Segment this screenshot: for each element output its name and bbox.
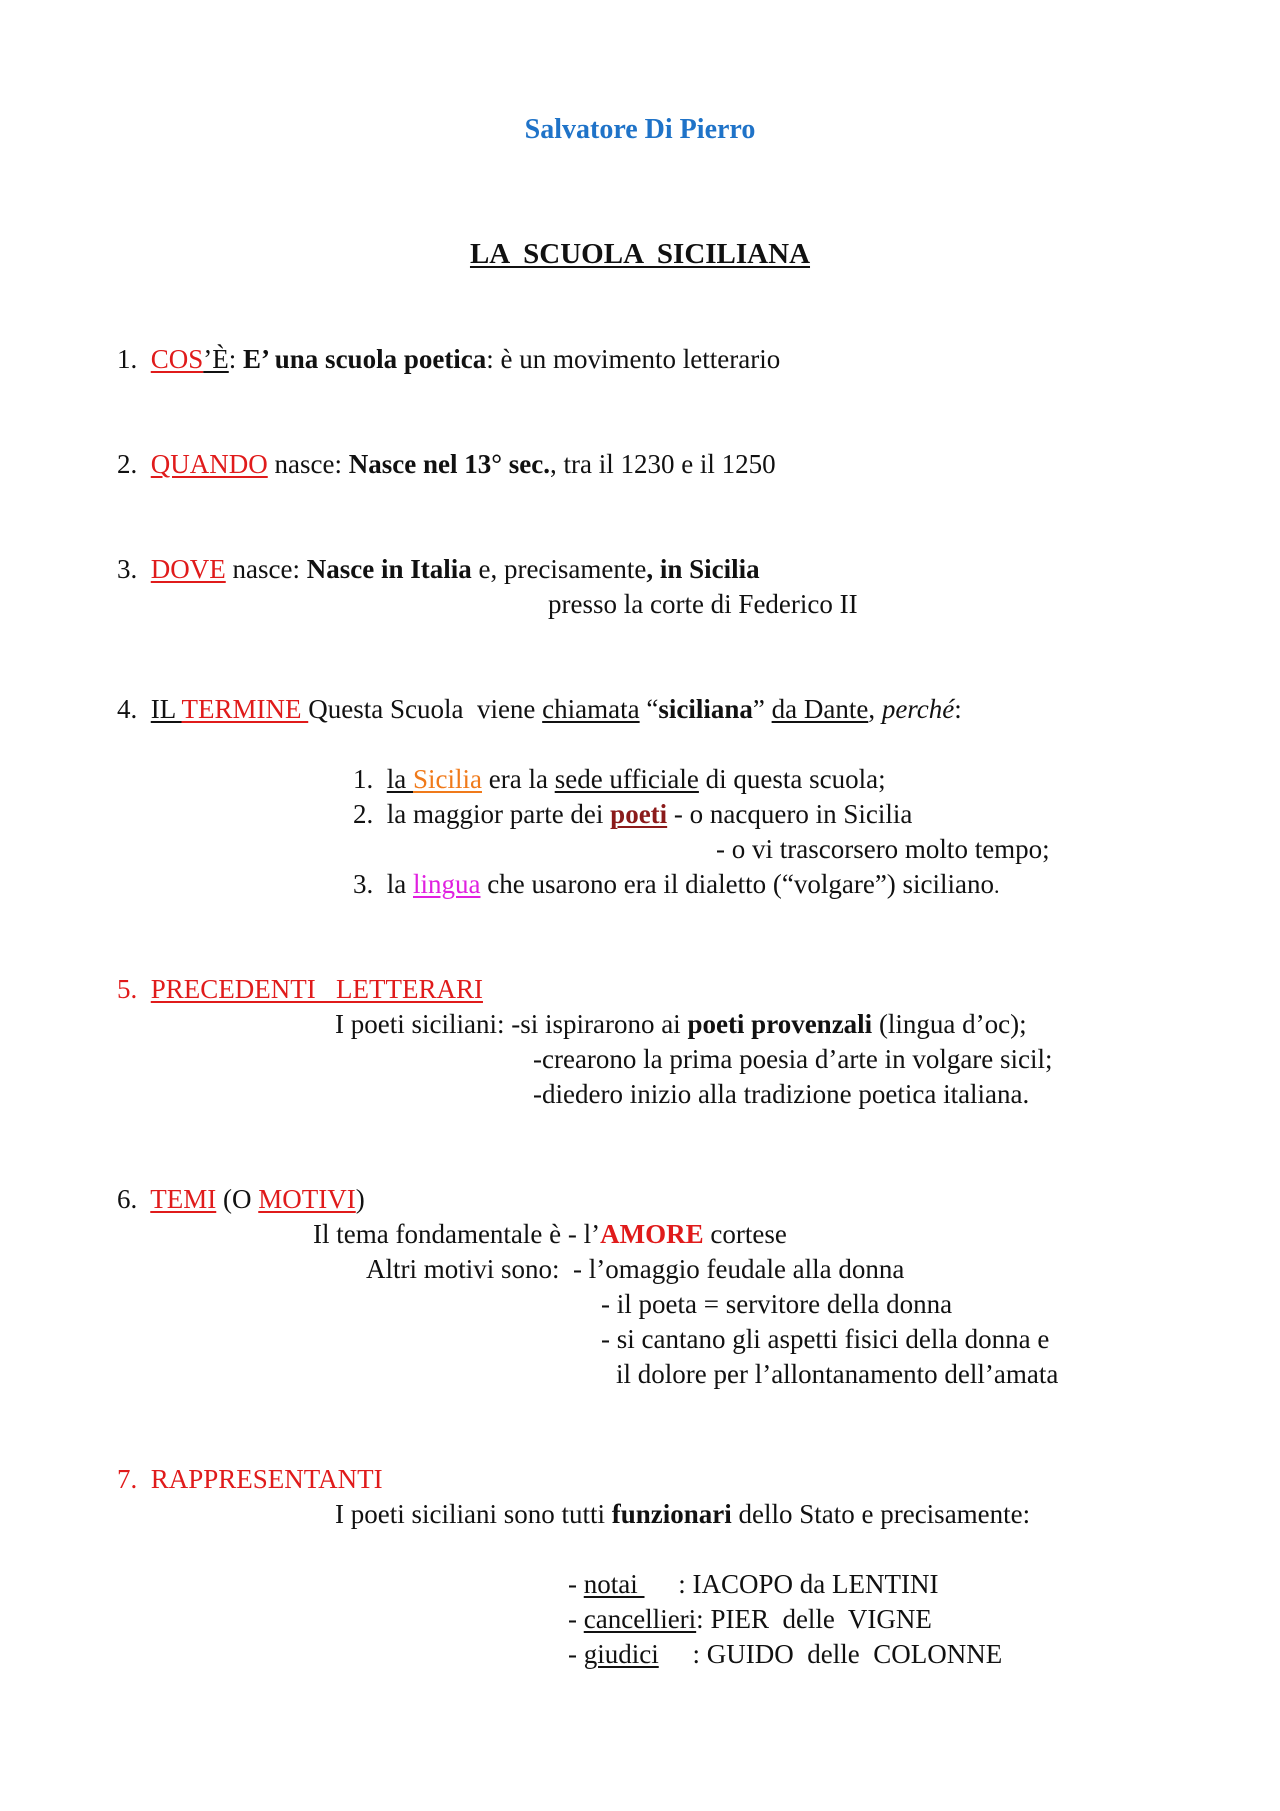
section-4-key-a: IL — [150, 694, 182, 724]
section-4-t1: Questa Scuola viene — [308, 694, 543, 724]
section-1-key-b: ’È — [203, 344, 229, 374]
representative-role: cancellieri — [583, 1604, 697, 1634]
section-6-number: 6. — [117, 1184, 138, 1214]
reason-1-e: di questa scuola; — [698, 764, 886, 794]
section-2-bold: Nasce nel 13° sec. — [348, 449, 550, 479]
representative-sep: : — [658, 1639, 707, 1669]
section-4-t8: perché — [881, 694, 955, 724]
section-6-lead1: Il tema fondamentale è — [313, 1219, 568, 1249]
reason-2-line2: - o vi trascorsero molto tempo; — [716, 834, 1050, 864]
section-3-bold2: , in Sicilia — [646, 554, 760, 584]
reason-1-a: la — [386, 764, 413, 794]
reason-1 — [353, 766, 886, 793]
section-5-l1a: -si ispirarono ai — [511, 1009, 688, 1039]
reason-3-a: la — [386, 869, 413, 899]
representative-name: GUIDO delle COLONNE — [706, 1639, 1003, 1669]
section-1-rest: : è un movimento letterario — [486, 344, 781, 374]
document-title: LA SCUOLA SICILIANA — [469, 238, 811, 270]
representative-row — [568, 1571, 938, 1598]
section-7 — [117, 1466, 383, 1493]
section-3-key: DOVE — [150, 554, 226, 584]
section-7-key: RAPPRESENTANTI — [150, 1464, 383, 1494]
reason-2-a: la maggior parte dei — [386, 799, 611, 829]
section-5 — [117, 976, 483, 1003]
section-6-line1 — [313, 1221, 787, 1248]
representative-row — [568, 1641, 1002, 1668]
section-5-number: 5. — [117, 974, 138, 1004]
reason-1-b: Sicilia — [413, 764, 482, 794]
representative-sep: : — [696, 1604, 711, 1634]
reason-3 — [353, 871, 1000, 898]
section-4-t7: , — [868, 694, 882, 724]
section-6-l1a: - l’ — [567, 1219, 601, 1249]
section-6-line2 — [366, 1256, 904, 1283]
reason-3-b: lingua — [413, 869, 481, 899]
section-7-number: 7. — [117, 1464, 138, 1494]
section-1-key-a: COS — [150, 344, 204, 374]
representative-dash: - — [568, 1569, 584, 1599]
representative-name: PIER delle VIGNE — [710, 1604, 932, 1634]
reason-3-number: 3. — [353, 869, 374, 899]
section-4-number: 4. — [117, 694, 138, 724]
section-4-key-b: TERMINE — [181, 694, 309, 724]
section-6-l1b: AMORE — [600, 1219, 704, 1249]
section-3-line2: presso la corte di Federico II — [548, 589, 858, 619]
section-4-t9: : — [954, 694, 962, 724]
section-4-t6: da Dante — [771, 694, 869, 724]
representative-dash: - — [568, 1604, 584, 1634]
section-4-t2: chiamata — [542, 694, 640, 724]
section-3-bold1: Nasce in Italia — [306, 554, 472, 584]
section-6-key: TEMI — [150, 1184, 217, 1214]
section-5-lead: I poeti siciliani: — [335, 1009, 512, 1039]
section-6-key2: MOTIVI — [258, 1184, 356, 1214]
representative-row — [568, 1606, 932, 1633]
reason-3-d: . — [994, 873, 1000, 898]
section-1-sep: : — [228, 344, 244, 374]
reason-1-d: sede ufficiale — [554, 764, 699, 794]
reason-2-number: 2. — [353, 799, 374, 829]
representative-sep: : — [644, 1569, 693, 1599]
reason-3-c: che usarono era il dialetto (“volgare”) siciliano — [480, 869, 995, 899]
section-5-line3: -diedero inizio alla tradizione poetica italiana. — [533, 1079, 1030, 1109]
section-2-number: 2. — [117, 449, 138, 479]
section-3-mid: nasce: — [225, 554, 307, 584]
section-2 — [117, 451, 776, 478]
section-6-close: ) — [355, 1184, 365, 1214]
reason-2-b: poeti — [610, 799, 668, 829]
reason-2-c: - o nacquero in Sicilia — [667, 799, 913, 829]
section-1-number: 1. — [117, 344, 138, 374]
reason-1-number: 1. — [353, 764, 374, 794]
representative-dash: - — [568, 1639, 584, 1669]
section-6 — [117, 1186, 365, 1213]
section-6-line5: il dolore per l’allontanamento dell’amata — [616, 1359, 1059, 1389]
section-2-rest: , tra il 1230 e il 1250 — [549, 449, 776, 479]
section-1 — [117, 346, 780, 373]
representative-name: IACOPO da LENTINI — [692, 1569, 939, 1599]
section-2-mid: nasce: — [267, 449, 349, 479]
representative-role: notai — [583, 1569, 645, 1599]
section-4-t4: siciliana — [658, 694, 753, 724]
section-3 — [117, 556, 760, 583]
section-6-lead2: Altri motivi sono: — [366, 1254, 574, 1284]
section-2-key: QUANDO — [150, 449, 268, 479]
section-7-c: dello Stato e precisamente: — [731, 1499, 1031, 1529]
section-7-line1 — [335, 1501, 1030, 1528]
section-5-line1 — [335, 1011, 1027, 1038]
section-5-l1c: (lingua d’oc); — [872, 1009, 1027, 1039]
section-7-a: I poeti siciliani sono tutti — [335, 1499, 612, 1529]
section-4 — [117, 696, 962, 723]
section-6-l1c: cortese — [703, 1219, 787, 1249]
author-name: Salvatore Di Pierro — [524, 114, 756, 145]
section-6-l2: - l’omaggio feudale alla donna — [573, 1254, 905, 1284]
section-3-mid2: e, precisamente — [471, 554, 647, 584]
reason-1-c: era la — [482, 764, 555, 794]
section-6-line4: - si cantano gli aspetti fisici della donna e — [601, 1324, 1050, 1354]
section-7-b: funzionari — [611, 1499, 732, 1529]
reason-2 — [353, 801, 912, 828]
representative-role: giudici — [583, 1639, 659, 1669]
section-6-line3: - il poeta = servitore della donna — [601, 1289, 953, 1319]
section-3-number: 3. — [117, 554, 138, 584]
section-1-bold: E’ una scuola poetica — [243, 344, 487, 374]
section-5-key: PRECEDENTI LETTERARI — [150, 974, 483, 1004]
section-4-t3: “ — [639, 694, 659, 724]
section-5-l1b: poeti provenzali — [687, 1009, 873, 1039]
section-5-line2: -crearono la prima poesia d’arte in volgare sicil; — [533, 1044, 1053, 1074]
section-4-t5: ” — [752, 694, 772, 724]
section-6-open: (O — [216, 1184, 259, 1214]
